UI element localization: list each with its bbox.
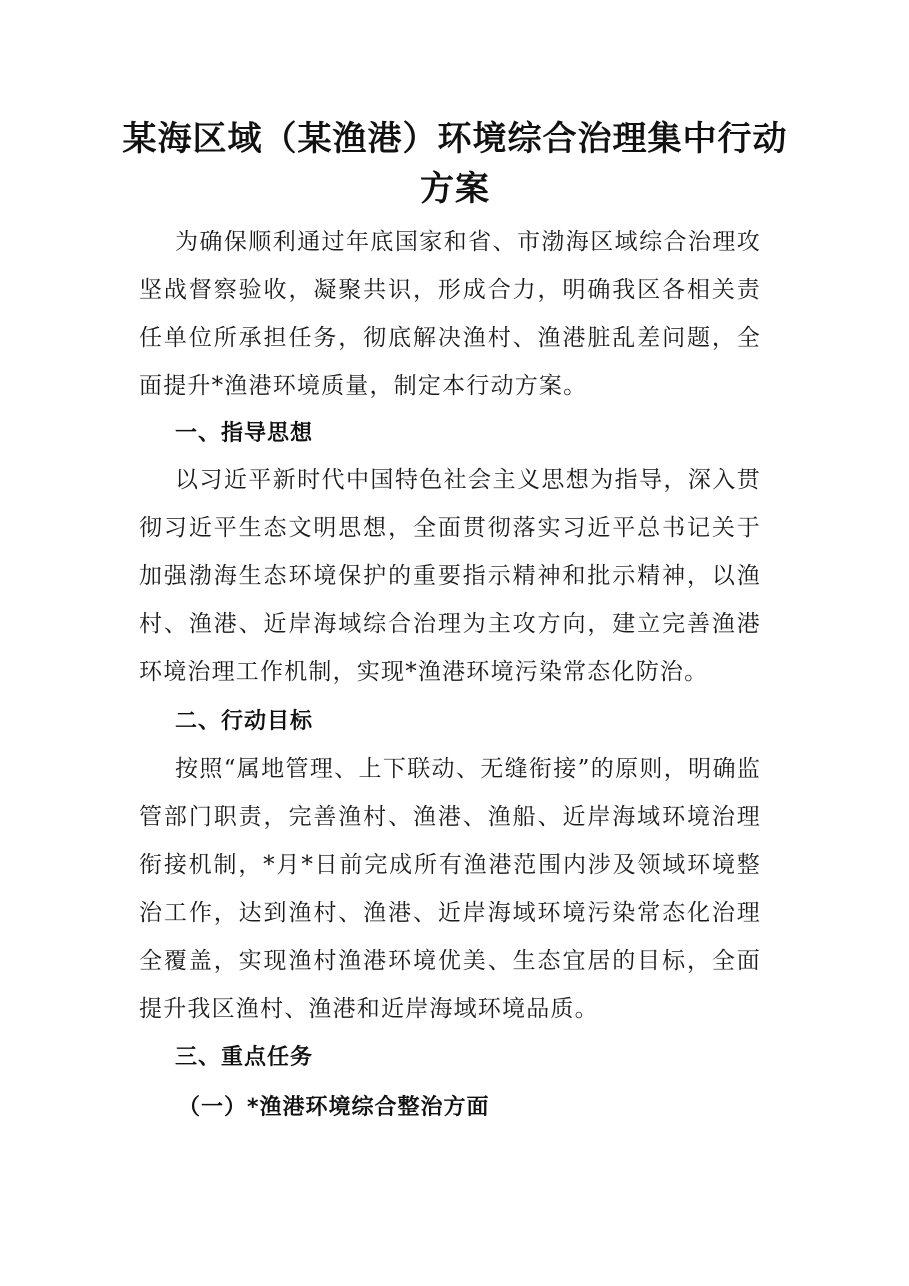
subsection-heading-fishing-port-remediation: （一）*渔港环境综合整治方面 (178, 1095, 490, 1120)
section-heading-key-tasks: 三、重点任务 (175, 1045, 314, 1070)
section-body-guiding-ideology: 以习近平新时代中国特色社会主义思想为指导，深入贯彻习近平生态文明思想，全面贯彻落实习近平总书记关于加强渤海生态环境保护的重要指示精神和批示精神，以渔村、渔港、近岸海域综合治理为主攻方向，建立完善渔港环境治理工作机制，实现*渔港环境污染常态化防治。 (139, 467, 761, 685)
section-body-action-goals: 按照“属地管理、上下联动、无缝衔接”的原则，明确监管部门职责，完善渔村、渔港、渔船、近岸海域环境治理衔接机制，*月*日前完成所有渔港范围内涉及领域环境整治工作，达到渔村、渔港、近岸海域环境污染常态化治理全覆盖，实现渔村渔港环境优美、生态宜居的目标，全面提升我区渔村、渔港和近岸海域环境品质。 (139, 756, 761, 1022)
section-heading-guiding-ideology: 一、指导思想 (175, 421, 314, 446)
section-heading-action-goals: 二、行动目标 (175, 709, 314, 734)
document-title: 某海区域（某渔港）环境综合治理集中行动方案 (122, 119, 788, 209)
intro-paragraph: 为确保顺利通过年底国家和省、市渤海区域综合治理攻坚战督察验收，凝聚共识，形成合力，明确我区各相关责任单位所承担任务，彻底解决渔村、渔港脏乱差问题，全面提升*渔港环境质量，制定本行动方案。 (139, 229, 761, 399)
